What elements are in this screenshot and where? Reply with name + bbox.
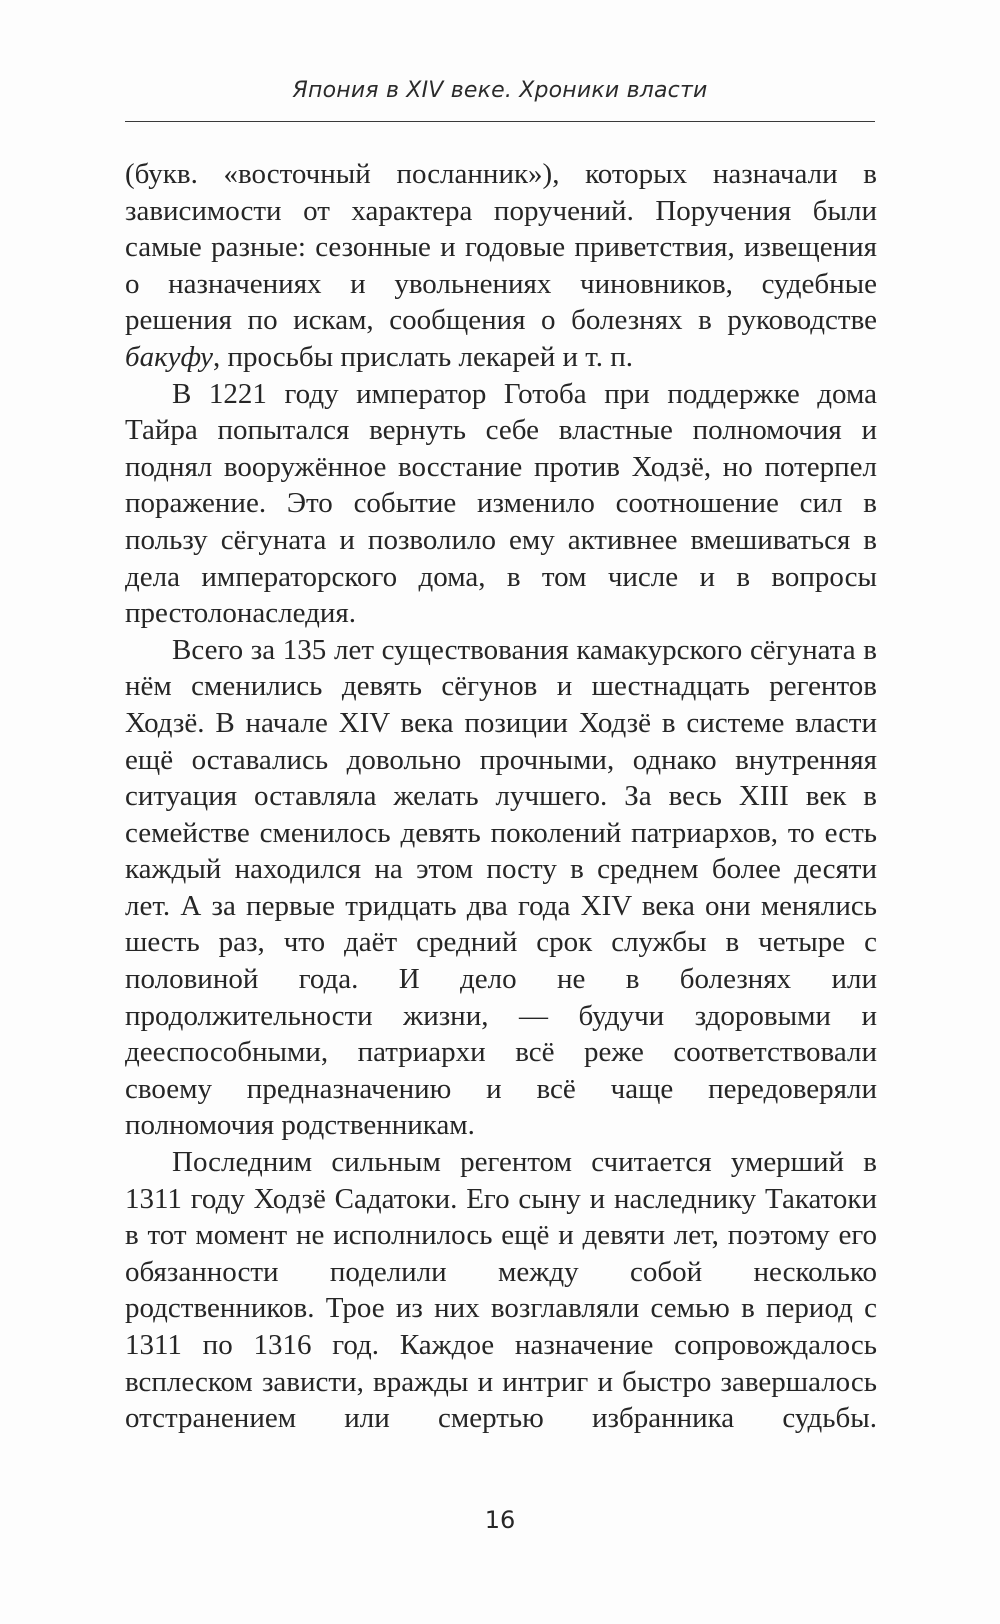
page-number: 16 — [484, 1506, 516, 1534]
paragraph-text: Всего за 135 лет существования камакурского сёгуната в нём сменились девять сёгунов и шестнадцать регентов Ходзё. В начале XIV века позиции Ходзё в системе власти ещё оставались довольно прочными, однако внутренняя ситуация оставляла желать лучшего. За весь XIII век в семействе сменилось девять поколений патриархов, то есть каждый находился на этом посту в среднем более десяти лет. А за первые тридцать два года XIV века они менялись шесть раз, что даёт средний срок службы в четыре с половиной года. И дело не в болезнях или продолжительности жизни, — будучи здоровыми и дееспособными, патриархи всё реже соответствовали своему предназначению и всё чаще передоверяли полномочия родственникам. — [125, 633, 877, 1142]
paragraph-text: , просьбы прислать лекарей и т. п. — [213, 340, 634, 373]
paragraph — [125, 376, 877, 632]
paragraph — [125, 156, 877, 376]
italic-term: бакуфу — [125, 340, 214, 373]
running-header: Япония в XIV веке. Хроники власти — [292, 78, 708, 103]
paragraph-text: В 1221 году император Готоба при поддержке дома Тайра попытался вернуть себе властные полномочия и поднял вооружённое восстание против Ходзё, но потерпел поражение. Это событие изменило соотношение сил в пользу сёгуната и позволило ему активнее вмешиваться в дела императорского дома, в том числе и в вопросы престолонаследия. — [125, 377, 877, 630]
body-text — [125, 156, 877, 1437]
paragraph-text: (букв. «восточный посланник»), которых назначали в зависимости от характера поручений. Поручения были самые разные: сезонные и годовые приветствия, извещения о назначениях и увольнениях чиновников, судебные решения по искам, сообщения о болезнях в руководстве — [125, 158, 877, 337]
paragraph — [125, 632, 877, 1144]
paragraph-text: Последним сильным регентом считается умерший в 1311 году Ходзё Садатоки. Его сыну и наследнику Такатоки в тот момент не исполнилось ещё и девяти лет, поэтому его обязанности поделили между собой несколько родственников. Трое из них возглавляли семью в период с 1311 по 1316 год. Каждое назначение сопровождалось всплеском зависти, вражды и интриг и быстро завершалось отстранением или смертью избранника судьбы. — [125, 1146, 877, 1435]
header-rule — [125, 121, 875, 122]
paragraph — [125, 1144, 877, 1437]
